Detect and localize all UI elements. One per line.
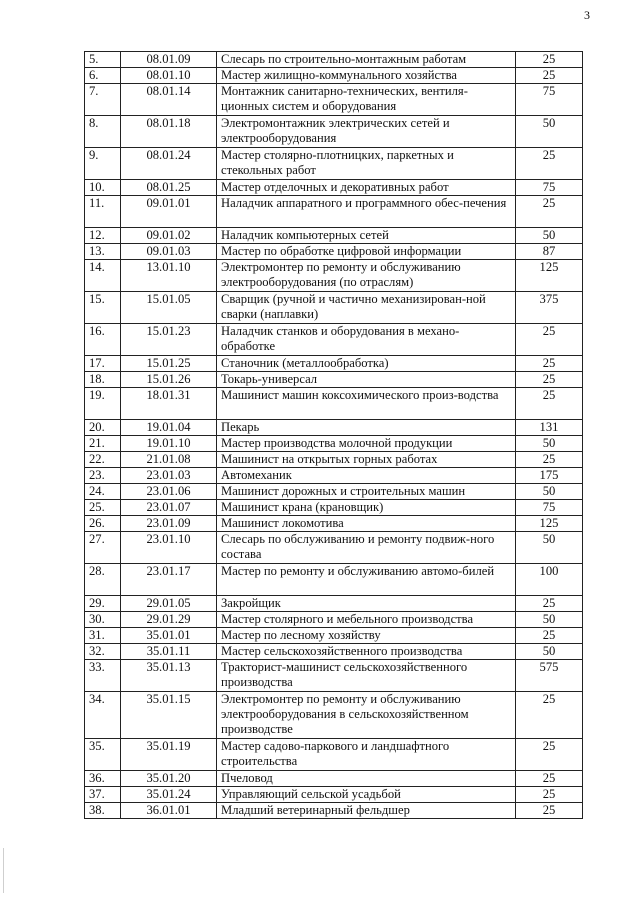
quantity: 50 bbox=[516, 532, 583, 564]
specialty-code: 35.01.01 bbox=[121, 628, 217, 644]
table-row bbox=[85, 356, 583, 372]
profession-name: Мастер столярно-плотницких, паркетных и стекольных работ bbox=[217, 148, 516, 180]
table-row bbox=[85, 468, 583, 484]
quantity: 125 bbox=[516, 260, 583, 292]
row-number: 29. bbox=[85, 596, 121, 612]
table-row bbox=[85, 228, 583, 244]
profession-name: Токарь-универсал bbox=[217, 372, 516, 388]
row-number: 5. bbox=[85, 52, 121, 68]
profession-name: Мастер отделочных и декоративных работ bbox=[217, 180, 516, 196]
specialty-code: 23.01.09 bbox=[121, 516, 217, 532]
specialty-code: 19.01.04 bbox=[121, 420, 217, 436]
specialty-code: 18.01.31 bbox=[121, 388, 217, 420]
profession-name: Мастер сельскохозяйственного производства bbox=[217, 644, 516, 660]
row-number: 24. bbox=[85, 484, 121, 500]
quantity: 75 bbox=[516, 500, 583, 516]
quantity: 50 bbox=[516, 116, 583, 148]
profession-name: Наладчик аппаратного и программного обес-печения bbox=[217, 196, 516, 228]
row-number: 10. bbox=[85, 180, 121, 196]
row-number: 15. bbox=[85, 292, 121, 324]
row-number: 33. bbox=[85, 660, 121, 692]
row-number: 7. bbox=[85, 84, 121, 116]
quantity: 25 bbox=[516, 596, 583, 612]
row-number: 37. bbox=[85, 787, 121, 803]
specialty-code: 08.01.10 bbox=[121, 68, 217, 84]
row-number: 13. bbox=[85, 244, 121, 260]
table-row bbox=[85, 324, 583, 356]
specialty-code: 35.01.15 bbox=[121, 692, 217, 739]
table-row bbox=[85, 244, 583, 260]
profession-name: Управляющий сельской усадьбой bbox=[217, 787, 516, 803]
quantity: 25 bbox=[516, 52, 583, 68]
profession-name: Электромонтер по ремонту и обслуживанию электрооборудования (по отраслям) bbox=[217, 260, 516, 292]
profession-name: Слесарь по обслуживанию и ремонту подвиж-ного состава bbox=[217, 532, 516, 564]
profession-name: Слесарь по строительно-монтажным работам bbox=[217, 52, 516, 68]
table-body bbox=[85, 52, 583, 819]
table-row bbox=[85, 692, 583, 739]
table-row bbox=[85, 612, 583, 628]
quantity: 25 bbox=[516, 324, 583, 356]
profession-name: Мастер по обработке цифровой информации bbox=[217, 244, 516, 260]
profession-name: Закройщик bbox=[217, 596, 516, 612]
row-number: 34. bbox=[85, 692, 121, 739]
table-row bbox=[85, 803, 583, 819]
table-row bbox=[85, 564, 583, 596]
quantity: 175 bbox=[516, 468, 583, 484]
specialty-code: 35.01.11 bbox=[121, 644, 217, 660]
profession-name: Машинист на открытых горных работах bbox=[217, 452, 516, 468]
row-number: 32. bbox=[85, 644, 121, 660]
specialty-code: 08.01.25 bbox=[121, 180, 217, 196]
row-number: 22. bbox=[85, 452, 121, 468]
quantity: 25 bbox=[516, 388, 583, 420]
table-row bbox=[85, 260, 583, 292]
specialty-code: 23.01.07 bbox=[121, 500, 217, 516]
quantity: 125 bbox=[516, 516, 583, 532]
profession-name: Младший ветеринарный фельдшер bbox=[217, 803, 516, 819]
table-row bbox=[85, 420, 583, 436]
row-number: 8. bbox=[85, 116, 121, 148]
row-number: 20. bbox=[85, 420, 121, 436]
table-row bbox=[85, 771, 583, 787]
profession-name: Мастер жилищно-коммунального хозяйства bbox=[217, 68, 516, 84]
table-row bbox=[85, 628, 583, 644]
table-row bbox=[85, 196, 583, 228]
row-number: 17. bbox=[85, 356, 121, 372]
quantity: 50 bbox=[516, 644, 583, 660]
quantity: 25 bbox=[516, 452, 583, 468]
profession-name: Монтажник санитарно-технических, вентиля-ционных систем и оборудования bbox=[217, 84, 516, 116]
row-number: 26. bbox=[85, 516, 121, 532]
row-number: 16. bbox=[85, 324, 121, 356]
profession-name: Машинист машин коксохимического произ-водства bbox=[217, 388, 516, 420]
specialty-code: 08.01.14 bbox=[121, 84, 217, 116]
scan-edge-line bbox=[3, 848, 4, 893]
table-row bbox=[85, 68, 583, 84]
row-number: 36. bbox=[85, 771, 121, 787]
row-number: 25. bbox=[85, 500, 121, 516]
row-number: 38. bbox=[85, 803, 121, 819]
table-row bbox=[85, 596, 583, 612]
specialty-code: 36.01.01 bbox=[121, 803, 217, 819]
quantity: 50 bbox=[516, 436, 583, 452]
specialty-code: 08.01.24 bbox=[121, 148, 217, 180]
table-row bbox=[85, 644, 583, 660]
profession-name: Пекарь bbox=[217, 420, 516, 436]
profession-name: Наладчик компьютерных сетей bbox=[217, 228, 516, 244]
quantity: 25 bbox=[516, 692, 583, 739]
quantity: 25 bbox=[516, 739, 583, 771]
profession-name: Машинист локомотива bbox=[217, 516, 516, 532]
row-number: 23. bbox=[85, 468, 121, 484]
row-number: 11. bbox=[85, 196, 121, 228]
profession-name: Электромонтер по ремонту и обслуживанию электрооборудования в сельскохозяйственном производстве bbox=[217, 692, 516, 739]
profession-name: Мастер садово-паркового и ландшафтного строительства bbox=[217, 739, 516, 771]
quantity: 100 bbox=[516, 564, 583, 596]
profession-name: Мастер столярного и мебельного производства bbox=[217, 612, 516, 628]
profession-name: Наладчик станков и оборудования в механо-обработке bbox=[217, 324, 516, 356]
row-number: 6. bbox=[85, 68, 121, 84]
row-number: 12. bbox=[85, 228, 121, 244]
specialty-code: 15.01.25 bbox=[121, 356, 217, 372]
table-row bbox=[85, 532, 583, 564]
table-row bbox=[85, 116, 583, 148]
quantity: 25 bbox=[516, 771, 583, 787]
specialty-code: 23.01.06 bbox=[121, 484, 217, 500]
table-row bbox=[85, 452, 583, 468]
table-row bbox=[85, 660, 583, 692]
specialty-code: 21.01.08 bbox=[121, 452, 217, 468]
profession-name: Тракторист-машинист сельскохозяйственного производства bbox=[217, 660, 516, 692]
table-row bbox=[85, 372, 583, 388]
quantity: 25 bbox=[516, 803, 583, 819]
profession-name: Мастер по лесному хозяйству bbox=[217, 628, 516, 644]
specialty-code: 15.01.05 bbox=[121, 292, 217, 324]
profession-name: Пчеловод bbox=[217, 771, 516, 787]
quantity: 75 bbox=[516, 84, 583, 116]
quantity: 25 bbox=[516, 372, 583, 388]
row-number: 35. bbox=[85, 739, 121, 771]
quantity: 25 bbox=[516, 628, 583, 644]
table-row bbox=[85, 787, 583, 803]
quantity: 25 bbox=[516, 196, 583, 228]
specialty-code: 35.01.20 bbox=[121, 771, 217, 787]
specialty-code: 35.01.24 bbox=[121, 787, 217, 803]
specialty-code: 09.01.03 bbox=[121, 244, 217, 260]
quantity: 50 bbox=[516, 612, 583, 628]
row-number: 14. bbox=[85, 260, 121, 292]
table-row bbox=[85, 84, 583, 116]
profession-name: Автомеханик bbox=[217, 468, 516, 484]
specialty-code: 29.01.29 bbox=[121, 612, 217, 628]
quantity: 25 bbox=[516, 356, 583, 372]
specialty-code: 19.01.10 bbox=[121, 436, 217, 452]
row-number: 27. bbox=[85, 532, 121, 564]
specialty-code: 08.01.18 bbox=[121, 116, 217, 148]
table-row bbox=[85, 436, 583, 452]
quantity: 25 bbox=[516, 787, 583, 803]
specialty-code: 13.01.10 bbox=[121, 260, 217, 292]
row-number: 19. bbox=[85, 388, 121, 420]
table-row bbox=[85, 148, 583, 180]
profession-name: Сварщик (ручной и частично механизирован-ной сварки (наплавки) bbox=[217, 292, 516, 324]
specialty-code: 08.01.09 bbox=[121, 52, 217, 68]
row-number: 30. bbox=[85, 612, 121, 628]
quantity: 25 bbox=[516, 68, 583, 84]
quantity: 87 bbox=[516, 244, 583, 260]
specialty-code: 23.01.10 bbox=[121, 532, 217, 564]
row-number: 18. bbox=[85, 372, 121, 388]
specialty-code: 29.01.05 bbox=[121, 596, 217, 612]
specialty-code: 15.01.26 bbox=[121, 372, 217, 388]
table-row bbox=[85, 484, 583, 500]
table-row bbox=[85, 292, 583, 324]
row-number: 31. bbox=[85, 628, 121, 644]
profession-name: Мастер по ремонту и обслуживанию автомо-билей bbox=[217, 564, 516, 596]
profession-name: Электромонтажник электрических сетей и электрооборудования bbox=[217, 116, 516, 148]
profession-name: Машинист крана (крановщик) bbox=[217, 500, 516, 516]
row-number: 21. bbox=[85, 436, 121, 452]
profession-name: Мастер производства молочной продукции bbox=[217, 436, 516, 452]
specialty-code: 35.01.19 bbox=[121, 739, 217, 771]
quantity: 375 bbox=[516, 292, 583, 324]
quantity: 131 bbox=[516, 420, 583, 436]
profession-name: Станочник (металлообработка) bbox=[217, 356, 516, 372]
quantity: 575 bbox=[516, 660, 583, 692]
specialty-code: 09.01.02 bbox=[121, 228, 217, 244]
table-row bbox=[85, 516, 583, 532]
quantity: 50 bbox=[516, 484, 583, 500]
specialty-code: 23.01.03 bbox=[121, 468, 217, 484]
specialty-code: 15.01.23 bbox=[121, 324, 217, 356]
table-row bbox=[85, 500, 583, 516]
table-row bbox=[85, 52, 583, 68]
specialty-code: 35.01.13 bbox=[121, 660, 217, 692]
row-number: 28. bbox=[85, 564, 121, 596]
table-row bbox=[85, 739, 583, 771]
quantity: 75 bbox=[516, 180, 583, 196]
page-number: 3 bbox=[584, 8, 590, 22]
quantity: 50 bbox=[516, 228, 583, 244]
table-row bbox=[85, 388, 583, 420]
professions-table bbox=[84, 51, 583, 819]
row-number: 9. bbox=[85, 148, 121, 180]
specialty-code: 23.01.17 bbox=[121, 564, 217, 596]
table-row bbox=[85, 180, 583, 196]
specialty-code: 09.01.01 bbox=[121, 196, 217, 228]
quantity: 25 bbox=[516, 148, 583, 180]
profession-name: Машинист дорожных и строительных машин bbox=[217, 484, 516, 500]
